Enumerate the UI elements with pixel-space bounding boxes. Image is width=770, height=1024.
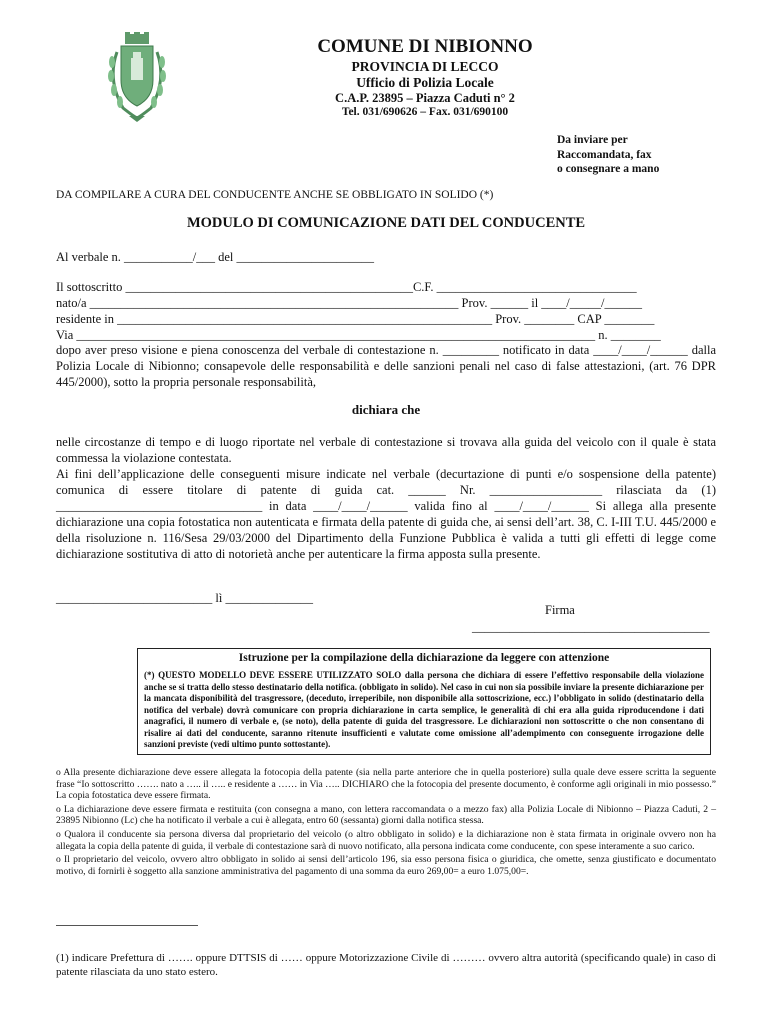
office-address: C.A.P. 23895 – Piazza Caduti n° 2	[335, 91, 515, 105]
notes-list	[56, 767, 716, 879]
instructions-text: (*) QUESTO MODELLO DEVE ESSERE UTILIZZATO SOLO dalla persona che dichiara di essere l’effettivo responsabile della violazione anche se si tratta dello stesso destinatario della notifica. (obbligato in solido). Nel caso in cui non sia possibile inviare la presente dichiarazione per la mancata disponibilità del trasgressore, (deceduto, irreperibile, non disponibile alla sottoscrizione, ecc.) l’obbligato in solido (destinatario della notifica del verbale) dovrà comunicare con propria dichiarazione in carta semplice, le generalità di chi era alla guida riproducendone i dati anagrafici, il numero di verbale e, (se noto), della patente di guida del trasgressore. Le dichiarazioni non sottoscritte o che non consentano di risalire ai dati del conducente, saranno ritenute insufficienti e valutate come omissione all’adempimento con conseguente irrogazione delle sanzioni previste (vedi ultimo punto sottostante).	[144, 670, 704, 749]
send-line: Da inviare per	[557, 134, 628, 146]
form-title: MODULO DI COMUNICAZIONE DATI DEL CONDUCENTE	[186, 215, 586, 231]
note-item: o La dichiarazione deve essere firmata e restituita (con consegna a mano, con lettera raccomandata o a mezzo fax) alla Polizia Locale di Nibionno – Piazza Caduti, 2 – 23895 Nibionno (Lc) che ha notificato il verbale a cui è allegata, entro 60 (sessanta) giorni dalla notifica stessa.	[56, 803, 716, 827]
note-item: o Il proprietario del veicolo, ovvero altro obbligato in solido ai sensi dell’articolo 196, sia esso persona fisica o giuridica, che omette, senza giustificato e documentato motivo, di fornirli è soggetto alla sanzione amministrativa del pagamento di una somma da euro 269,00= a euro 1.075,00=.	[56, 854, 716, 877]
signature-label: Firma	[545, 603, 575, 617]
compile-note: DA COMPILARE A CURA DEL CONDUCENTE ANCHE SE OBBLIGATO IN SOLIDO (*)	[56, 189, 494, 201]
send-line: o consegnare a mano	[557, 163, 660, 175]
instructions-title: Istruzione per la compilazione della dichiarazione da leggere con attenzione	[238, 652, 610, 664]
send-line: Raccomandata, fax	[557, 148, 652, 161]
verbale-field[interactable]: Al verbale n. ___________/___ del ______________________	[56, 250, 375, 264]
province-name: PROVINCIA DI LECCO	[351, 59, 499, 74]
office-name: Ufficio di Polizia Locale	[356, 75, 494, 90]
note-item: o Qualora il conducente sia persona diversa dal proprietario del veicolo (o altro obbligato in solido) e la dichiarazione non è stata firmata in originale ovvero non ha allegata la copia della patente di guida, il verbale di contestazione sarà di nuovo notificato, alla persona indicata come conducente, con spese interamente a suo carico.	[56, 828, 716, 852]
municipal-crest-icon	[103, 32, 171, 124]
place-date-field[interactable]: _________________________ lì ______________	[56, 591, 313, 605]
footnote-separator	[56, 925, 198, 926]
municipality-title: COMUNE DI NIBIONNO	[317, 36, 533, 57]
footnote: (1) indicare Prefettura di ……. oppure DTTSIS di …… oppure Motorizzazione Civile di ……… ovvero altra autorità (specificando quale) in caso di patente rilasciata da uno stato estero.	[56, 952, 716, 978]
send-instructions	[557, 133, 659, 177]
declaration-body-1: nelle circostanze di tempo e di luogo riportate nel verbale di contestazione si trovava alla guida del veicolo con il quale è stata commessa la violazione contestata.	[56, 435, 716, 465]
note-item: o Alla presente dichiarazione deve essere allegata la fotocopia della patente (sia nella parte anteriore che in quella posteriore) sulla quale deve essere scritta la seguente frase “Io sottoscritto ……. nato a ….. il ….. e residente a …… in Via ….. DICHIARO che la fotocopia del presente documento, è conforme agli originali in mio possesso.” La copia fotostatica deve essere firmata.	[56, 767, 716, 802]
declares-heading: dichiara che	[351, 402, 421, 417]
office-phone-fax: Tel. 031/690626 – Fax. 031/690100	[341, 106, 509, 118]
instructions-box	[137, 648, 711, 755]
sottoscritto-field[interactable]: Il sottoscritto ______________________________________________C.F. ________________________________	[56, 280, 637, 294]
declaration-preamble: dopo aver preso visione e piena conoscenza del verbale di contestazione n. _________ notificato in data ____/____/______ dalla Polizia Locale di Nibionno; consapevole delle responsabilità e delle sanzioni penali nel caso di false attestazioni, (art. 76 DPR 445/2000), sotto la propria personale responsabilità,	[56, 343, 716, 389]
declaration-body-2: Ai fini dell’applicazione delle conseguenti misure indicate nel verbale (decurtazione di punti e/o sospensione della patente) comunica di essere titolare di patente di guida cat. ______ Nr. __________________ rilasciata da (1) _________________________________ in data ____/____/______ valida fino al ____/____/______ Si allega alla presente dichiarazione una copia fotostatica non autenticata e firmata della patente di guida che, ai sensi dell’art. 38, C. I-III T.U. 445/2000 e della risoluzione n. 116/Sesa 29/03/2000 del Dipartimento della Funzione Pubblica è valida a tutti gli effetti di legge come dichiarazione sostitutiva di atto di notorietà anche per autenticare la firma apposta sulla presente.	[56, 467, 716, 561]
address-field[interactable]: Via ___________________________________________________________________________________ n. ________	[56, 328, 661, 342]
residence-field[interactable]: residente in ____________________________________________________________ Prov. ________ CAP ________	[56, 312, 655, 326]
signature-field[interactable]: ______________________________________	[472, 620, 710, 634]
birth-field[interactable]: nato/a ___________________________________________________________ Prov. ______ il ____/_____/______	[56, 296, 642, 310]
